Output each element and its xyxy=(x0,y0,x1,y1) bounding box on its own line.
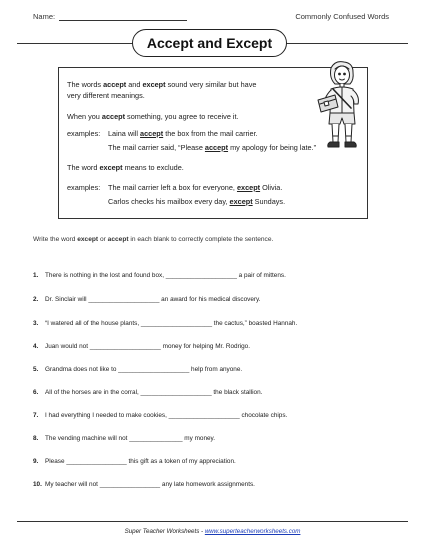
question-3[interactable]: 3. “I watered all of the house plants, ____________________ the cactus,” boasted Hannah. xyxy=(33,320,298,327)
name-field xyxy=(33,12,187,21)
accept-example-2: The mail carrier said, “Please accept my apology for being late.” xyxy=(108,143,317,152)
footer-brand: Super Teacher Worksheets xyxy=(124,528,200,535)
footer-rule xyxy=(17,521,408,522)
except-definition: The word except means to exclude. xyxy=(67,163,184,172)
instructions: Write the word except or accept in each blank to correctly complete the sentence. xyxy=(33,236,274,243)
accept-example-1: Laina will accept the box from the mail carrier. xyxy=(108,129,258,138)
question-10[interactable]: 10. My teacher will not _________________ any late homework assignments. xyxy=(33,481,255,488)
worksheet-subject: Commonly Confused Words xyxy=(295,12,389,21)
examples-label-1: examples: xyxy=(67,129,101,138)
intro-line-2: very different meanings. xyxy=(67,91,145,100)
name-blank-line xyxy=(59,12,187,21)
mail-carrier-illustration xyxy=(313,58,371,152)
question-4[interactable]: 4. Juan would not ____________________ money for helping Mr. Rodrigo. xyxy=(33,343,251,350)
question-5[interactable]: 5. Grandma does not like to ____________________ help from anyone. xyxy=(33,366,243,373)
name-label: Name: xyxy=(33,12,56,21)
question-8[interactable]: 8. The vending machine will not _______________ my money. xyxy=(33,435,216,442)
intro-line-1: The words accept and except sound very similar but have xyxy=(67,80,257,89)
except-example-2: Carlos checks his mailbox every day, except Sundays. xyxy=(108,197,286,206)
question-6[interactable]: 6. All of the horses are in the corral, ____________________ the black stallion. xyxy=(33,389,263,396)
examples-label-2: examples: xyxy=(67,183,101,192)
question-9[interactable]: 9. Please _________________ this gift as a token of my appreciation. xyxy=(33,458,236,465)
footer-url-link[interactable]: www.superteacherworksheets.com xyxy=(204,528,301,535)
accept-definition: When you accept something, you agree to receive it. xyxy=(67,112,239,121)
question-1[interactable]: 1. There is nothing in the lost and found box, ____________________ a pair of mittens. xyxy=(33,272,286,279)
except-example-1: The mail carrier left a box for everyone, except Olivia. xyxy=(108,183,283,192)
question-2[interactable]: 2. Dr. Sinclair will ____________________ an award for his medical discovery. xyxy=(33,296,261,303)
page-title: Accept and Except xyxy=(132,29,287,57)
footer: Super Teacher Worksheets - www.superteacherworksheets.com xyxy=(124,528,301,535)
question-7[interactable]: 7. I had everything I needed to make cookies, ____________________ chocolate chips. xyxy=(33,412,288,419)
